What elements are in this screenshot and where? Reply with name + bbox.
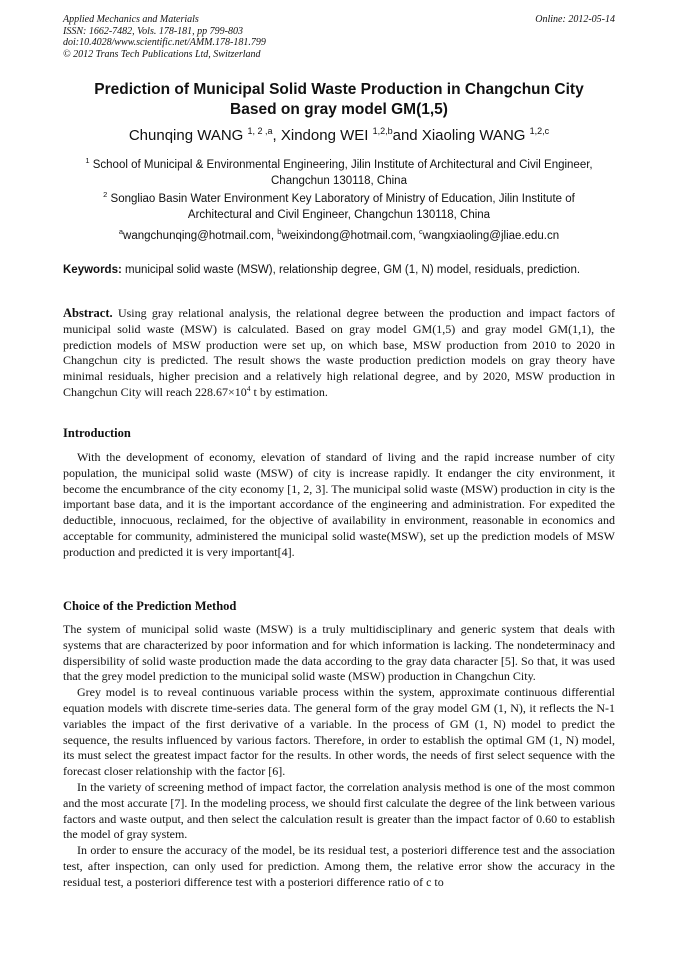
affiliation-1-line-1: School of Municipal & Environmental Engineering, Jilin Institute of Architectural and Civil Engineer,	[92, 159, 593, 171]
introduction-section	[63, 450, 615, 561]
journal-name: Applied Mechanics and Materials	[63, 14, 199, 25]
abstract-label: Abstract.	[63, 306, 113, 320]
keywords-text: municipal solid waste (MSW), relationship degree, GM (1, N) model, residuals, prediction.	[121, 264, 581, 276]
author-3-affil: 1,2,c	[529, 126, 550, 136]
title-line-1: Prediction of Municipal Solid Waste Production in Changchun City	[94, 81, 584, 98]
keywords-label: Keywords:	[63, 264, 122, 276]
issn-line: ISSN: 1662-7482, Vols. 178-181, pp 799-803	[63, 25, 243, 37]
affiliation-2	[63, 191, 615, 223]
abstract-text-end: t by estimation.	[250, 384, 328, 399]
affiliation-2-line-2: Architectural and Civil Engineer, Changchun 130118, China	[187, 209, 491, 221]
email-c[interactable]: wangxiaoling@jliae.edu.cn	[422, 230, 560, 242]
author-1-affil: 1, 2 ,a	[247, 126, 273, 136]
author-separator: and	[392, 127, 422, 144]
email-a-marker: a	[118, 227, 124, 236]
abstract-exponent: 4	[246, 383, 251, 393]
section-heading-introduction: Introduction	[63, 426, 131, 440]
email-a[interactable]: wangchunqing@hotmail.com,	[123, 230, 278, 242]
abstract-text: Using gray relational analysis, the relational degree between the production and impact factors of municipal solid waste (MSW) is calculated. Based on gray model GM(1,5) and gray model GM(1,1), the prediction models of MSW production were set up, on which base, MSW production from 2010 to 2020 in Changchun city is predicted. The result shows the waste production prediction models on gray theory have minimal residuals, higher precision and a relatively high relational degree, and by 2020, MSW production in Changchun City will reach 228.67×10	[63, 306, 615, 399]
email-b[interactable]: weixindong@hotmail.com,	[281, 230, 420, 242]
author-3: Xiaoling WANG	[421, 127, 526, 144]
section-heading-choice: Choice of the Prediction Method	[63, 599, 237, 613]
author-2: Xindong WEI	[280, 127, 369, 144]
affiliation-1	[63, 157, 615, 189]
choice-paragraph-3: In the variety of screening method of impact factor, the correlation analysis method is one of the most common and the most accurate [7]. In the modeling process, we should first calculate the degree of the link between various factors and waste output, and then select the calculation result is greater than the impact factor of 0.60 to establish the model of gray system.	[63, 779, 615, 842]
affiliation-1-line-2: Changchun 130118, China	[271, 175, 407, 187]
email-b-marker: b	[277, 227, 282, 236]
affiliation-2-number: 2	[103, 190, 108, 199]
keywords-block	[63, 263, 615, 278]
email-c-marker: c	[419, 227, 423, 236]
affiliation-1-number: 1	[85, 156, 90, 165]
author-separator: ,	[272, 127, 281, 144]
paper-title	[63, 80, 615, 120]
author-2-affil: 1,2,b	[372, 126, 393, 136]
journal-header	[63, 14, 615, 60]
copyright-line: © 2012 Trans Tech Publications Ltd, Switzerland	[63, 48, 261, 60]
doi-line: doi:10.4028/www.scientific.net/AMM.178-181.799	[63, 37, 266, 48]
choice-paragraph-2: Grey model is to reveal continuous variable process within the system, approximate continuous differential equation models with discrete time-series data. The general form of the gray model GM (1, N), it reflects the N-1 variables the impact of the first derivative of a variable. In the process of GM (1, N) model to predict the sequence, the results influenced by various factors. Therefore, in order to establish the optimal GM (1, N) model, its must select the greatest impact factor for the results. In other words, the needs of first select sequence with the forecast closer relationship with the factor [6].	[63, 685, 615, 779]
abstract-block	[63, 306, 615, 401]
introduction-paragraph: With the development of economy, elevation of standard of living and the rapid increase number of city population, the municipal solid waste (MSW) of city is increase rapidly. It endanger the city environment, it become the encumbrance of the city economy [1, 2, 3]. The municipal solid waste (MSW) production in city is the important base data, and it is the important accordance of the engineering and administration. For expedited the deductible, innocuous, reclaimed, for the objective of availability in environment, reasonable in economics and acceptable for community, administered the municipal solid waste(MSW), set up the prediction models of MSW production and predicted it is very important[4].	[63, 450, 615, 559]
affiliation-2-line-1: Songliao Basin Water Environment Key Laboratory of Ministry of Education, Jilin Institute of	[110, 193, 575, 205]
choice-paragraph-4: In order to ensure the accuracy of the model, be its residual test, a posteriori difference test and the association test, after inspection, can only used for prediction. Among them, the relative error show the accuracy in the residual test, a posteriori difference test with a posteriori difference ratio of c to	[63, 843, 615, 889]
author-emails	[63, 228, 615, 244]
online-date: Online: 2012-05-14	[535, 14, 615, 25]
choice-section	[63, 622, 615, 891]
author-list	[63, 127, 615, 145]
author-1: Chunqing WANG	[128, 127, 244, 144]
title-line-2: Based on gray model GM(1,5)	[230, 101, 448, 118]
choice-paragraph-1: The system of municipal solid waste (MSW) is a truly multidisciplinary and generic system that deals with systems that are characterized by poor information and for which information is lacking. The nondeterminacy and dispersibility of solid waste production made the data according to the gray data character [5]. So that, it was used that the grey model prediction to the municipal solid waste (MSW) production in Changchun City.	[63, 622, 615, 684]
